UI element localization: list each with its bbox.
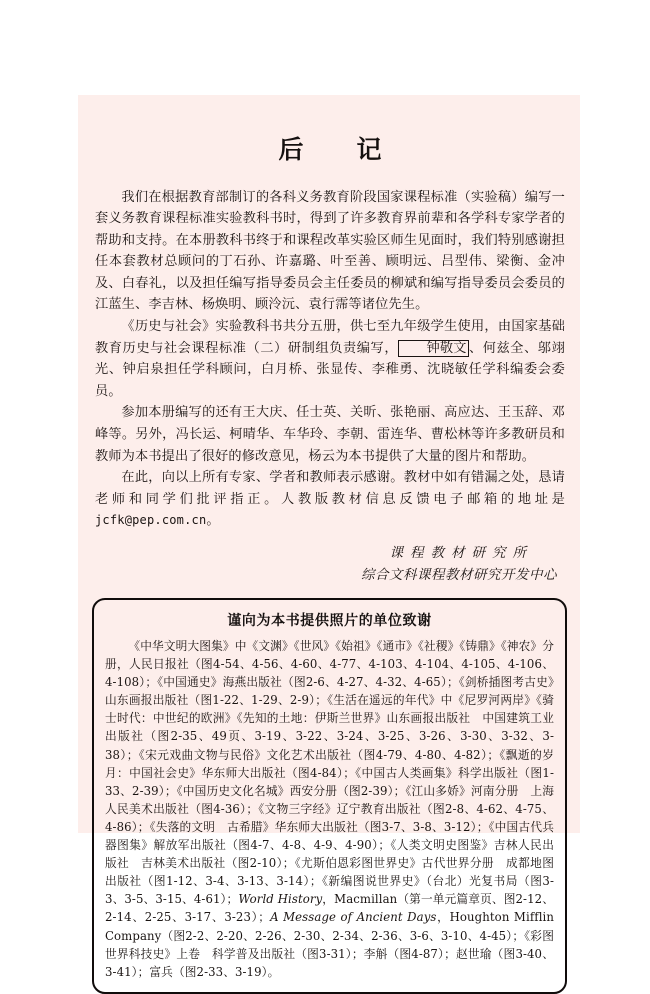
body-text <box>95 187 565 533</box>
credits-segment-3: （第一单元篇章页、图2-12、2-14、2-25、3-17、3-23）； <box>105 892 554 925</box>
document-page <box>78 95 580 979</box>
boxed-name-zhong-jingwen: 钟敬文 <box>398 340 468 357</box>
credits-segment-4: A Message of Ancient Days <box>270 910 437 925</box>
credits-segment-6: （图2-2、2-20、2-26、2-30、2-34、2-36、3-6、3-10、4-45）；《彩图世界科技史》上卷 科学普及出版社（图3-31）；李斛（图4-87）；赵世瑜（图3-40、3-41）；富兵（图2-33、3-19）。 <box>105 928 554 979</box>
feedback-email[interactable]: jcfk@pep.com.cn <box>95 513 207 528</box>
paragraph-editorial-board-after: 、何兹全、邬翊光、钟启泉担任学科顾问，白月桥、张显传、李稚勇、沈晓敏任学科编委会委员。 <box>95 340 565 399</box>
signature-organization: 课程教材研究所 <box>389 545 533 561</box>
paragraph-contributors: 参加本册编写的还有王大庆、任士英、关昕、张艳丽、高应达、王玉辞、邓峰等。另外，冯长运、柯晴华、车华玲、李朝、雷连华、曹松林等许多教研员和教师为本书提出了很好的修改意见，杨云为本书提供了大量的图片和帮助。 <box>95 405 565 464</box>
credits-segment-2: ，Macmillan <box>322 892 398 907</box>
photo-credits-box <box>92 598 567 994</box>
credits-segment-5: ，Houghton Mifflin Company <box>105 910 554 943</box>
signature-department: 综合文科课程教材研究开发中心 <box>361 567 557 583</box>
paragraph-feedback-after: 。 <box>206 513 220 529</box>
paragraph-editorial-board-before: 《历史与社会》实验教科书共分五册，供七至九年级学生使用，由国家基础教育历史与社会课程标准（二）研制组负责编写， <box>95 319 565 356</box>
signature-block <box>95 542 565 586</box>
photo-credits-body <box>105 637 554 981</box>
credits-segment-0: 《中华文明大图集》中《文渊》《世风》《始祖》《通市》《社稷》《铸鼎》《神农》分册，人民日报社（图4-54、4-56、4-60、4-77、4-103、4-104、4-105、4-106、4-108）；《中国通史》海燕出版社（图2-6、4-27、4-32、4-65）；《剑桥插图考古史》山东画报出版社（图1-22、1-29、2-9）；《生活在遥远的年代》中《尼罗河两岸》《骑士时代：中世纪的欧洲》《先知的土地：伊斯兰世界》山东画报出版社 中国建筑工业出版社（图2-35、49页、3-19、3-22、3-24、3-25、3-26、3-30、3-32、3-38）；《宋元戏曲文物与民俗》文化艺术出版社（图4-79、4-80、4-82）；《飘逝的岁月：中国社会史》华东师大出版社（图4-84）；《中国古人类画集》科学出版社（图1-33、2-39）；《中国历史文化名城》西安分册（图2-39）；《江山多娇》河南分册 上海人民美术出版社（图4-36）；《文物三字经》辽宁教育出版社（图2-8、4-62、4-75、4-86）；《失落的文明 古希腊》华东师大出版社（图3-7、3-8、3-12）；《中国古代兵器图集》解放军出版社（图4-7、4-8、4-9、4-90）；《人类文明史图鉴》吉林人民出版社 吉林美术出版社（图2-10）；《尤斯伯恩彩图世界史》古代世界分册 成都地图出版社（图1-12、3-4、3-13、3-14）；《新编图说世界史》（台北）光复书局（图3-3、3-5、3-15、4-61）； <box>105 639 554 907</box>
photo-credits-title: 谨向为本书提供照片的单位致谢 <box>227 613 432 629</box>
page-title: 后 记 <box>278 134 396 164</box>
paragraph-acknowledgement: 我们在根据教育部制订的各科义务教育阶段国家课程标准（实验稿）编写一套义务教育课程标准实验教科书时，得到了许多教育界前辈和各学科专家学者的帮助和支持。在本册教科书终于和课程改革实验区师生见面时，我们特别感谢担任本套教材总顾问的丁石孙、许嘉璐、叶至善、顾明远、吕型伟、梁衡、金冲及、白春礼，以及担任编写指导委员会主任委员的柳斌和编写指导委员会委员的江蓝生、李吉林、杨焕明、顾泠沅、袁行霈等诸位先生。 <box>95 189 565 313</box>
paragraph-feedback-before: 在此，向以上所有专家、学者和教师表示感谢。教材中如有错漏之处，恳请老师和同学们批评指正。人教版教材信息反馈电子邮箱的地址是 <box>95 470 565 507</box>
page-content <box>95 95 565 994</box>
paragraph-feedback <box>95 467 565 532</box>
credits-segment-1: World History <box>238 892 323 907</box>
paragraph-editorial-board <box>95 316 565 402</box>
